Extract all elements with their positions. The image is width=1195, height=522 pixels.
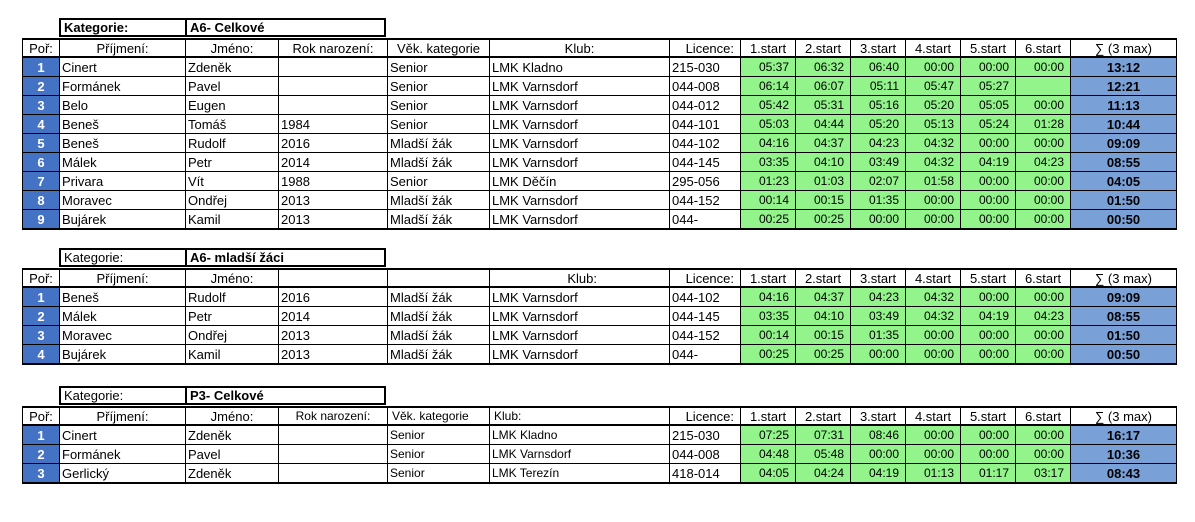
cell-start-3: 04:23	[851, 134, 906, 153]
cell-birth-year: 2016	[279, 134, 388, 153]
cell-start-1: 04:05	[741, 464, 796, 484]
header-row	[23, 407, 1177, 425]
cell-start-6: 00:00	[1016, 134, 1071, 153]
cell-start-4: 00:00	[906, 326, 961, 345]
cell-birth-year	[279, 77, 388, 96]
cell-age-category: Senior	[388, 57, 490, 77]
cell-club: LMK Varnsdorf	[490, 307, 670, 326]
cell-licence: 215-030	[670, 57, 741, 77]
header-start-5: 5.start	[961, 269, 1016, 287]
cell-surname: Formánek	[60, 77, 186, 96]
cell-licence: 044-	[670, 345, 741, 365]
cell-birth-year: 2013	[279, 326, 388, 345]
cell-surname: Cinert	[60, 425, 186, 445]
cell-start-2: 07:31	[796, 425, 851, 445]
cell-age-category: Senior	[388, 425, 490, 445]
cell-start-6: 00:00	[1016, 345, 1071, 365]
category-label: Kategorie:	[61, 250, 187, 265]
cell-start-1: 00:25	[741, 345, 796, 365]
cell-first-name: Petr	[186, 153, 279, 172]
header-surname: Příjmení:	[60, 407, 186, 425]
cell-birth-year	[279, 425, 388, 445]
cell-start-1: 05:03	[741, 115, 796, 134]
cell-start-4: 00:00	[906, 425, 961, 445]
cell-birth-year: 1984	[279, 115, 388, 134]
cell-birth-year: 2014	[279, 153, 388, 172]
cell-start-4: 04:32	[906, 307, 961, 326]
header-club: Klub:	[490, 269, 670, 287]
cell-sum: 04:05	[1071, 172, 1177, 191]
cell-start-3: 00:00	[851, 345, 906, 365]
header-sum: ∑ (3 max)	[1071, 39, 1177, 57]
cell-start-2: 04:37	[796, 287, 851, 307]
cell-start-3: 05:11	[851, 77, 906, 96]
cell-rank: 4	[23, 115, 60, 134]
cell-rank: 3	[23, 464, 60, 484]
cell-surname: Málek	[60, 307, 186, 326]
cell-rank: 6	[23, 153, 60, 172]
results-table	[22, 38, 1177, 230]
cell-start-5: 00:00	[961, 425, 1016, 445]
cell-age-category: Mladší žák	[388, 326, 490, 345]
cell-start-3: 00:00	[851, 210, 906, 230]
cell-club: LMK Varnsdorf	[490, 210, 670, 230]
cell-birth-year	[279, 96, 388, 115]
cell-start-6: 00:00	[1016, 287, 1071, 307]
cell-start-1: 07:25	[741, 425, 796, 445]
header-start-1: 1.start	[741, 39, 796, 57]
category-label: Kategorie:	[61, 388, 187, 403]
cell-start-5: 05:05	[961, 96, 1016, 115]
cell-surname: Moravec	[60, 326, 186, 345]
cell-licence: 044-101	[670, 115, 741, 134]
table-row	[23, 287, 1177, 307]
cell-age-category: Senior	[388, 96, 490, 115]
cell-sum: 16:17	[1071, 425, 1177, 445]
cell-club: LMK Varnsdorf	[490, 287, 670, 307]
cell-sum: 13:12	[1071, 57, 1177, 77]
cell-start-1: 01:23	[741, 172, 796, 191]
cell-age-category: Senior	[388, 445, 490, 464]
cell-start-1: 03:35	[741, 307, 796, 326]
cell-first-name: Pavel	[186, 445, 279, 464]
cell-rank: 9	[23, 210, 60, 230]
cell-birth-year	[279, 57, 388, 77]
cell-licence: 044-152	[670, 191, 741, 210]
cell-start-3: 02:07	[851, 172, 906, 191]
cell-sum: 09:09	[1071, 287, 1177, 307]
cell-surname: Formánek	[60, 445, 186, 464]
cell-rank: 1	[23, 57, 60, 77]
cell-birth-year: 2013	[279, 191, 388, 210]
cell-surname: Beneš	[60, 287, 186, 307]
cell-licence: 044-008	[670, 445, 741, 464]
cell-first-name: Zdeněk	[186, 464, 279, 484]
cell-club: LMK Varnsdorf	[490, 134, 670, 153]
cell-start-4: 01:58	[906, 172, 961, 191]
header-start-6: 6.start	[1016, 269, 1071, 287]
cell-first-name: Petr	[186, 307, 279, 326]
cell-start-4: 04:32	[906, 287, 961, 307]
cell-start-5: 00:00	[961, 172, 1016, 191]
cell-start-6: 01:28	[1016, 115, 1071, 134]
cell-sum: 10:44	[1071, 115, 1177, 134]
cell-birth-year: 1988	[279, 172, 388, 191]
cell-sum: 00:50	[1071, 210, 1177, 230]
table-row	[23, 210, 1177, 230]
cell-start-1: 03:35	[741, 153, 796, 172]
header-rank: Poř:	[23, 39, 60, 57]
cell-club: LMK Varnsdorf	[490, 115, 670, 134]
header-birth-year	[279, 269, 388, 287]
results-table	[22, 268, 1177, 365]
cell-sum: 08:43	[1071, 464, 1177, 484]
cell-rank: 5	[23, 134, 60, 153]
cell-sum: 12:21	[1071, 77, 1177, 96]
table-row	[23, 96, 1177, 115]
cell-birth-year	[279, 445, 388, 464]
header-start-3: 3.start	[851, 39, 906, 57]
cell-start-2: 06:07	[796, 77, 851, 96]
cell-start-2: 04:10	[796, 153, 851, 172]
cell-rank: 2	[23, 77, 60, 96]
cell-first-name: Kamil	[186, 345, 279, 365]
cell-start-4: 04:32	[906, 153, 961, 172]
cell-start-6: 00:00	[1016, 425, 1071, 445]
header-start-3: 3.start	[851, 407, 906, 425]
cell-start-5: 00:00	[961, 191, 1016, 210]
category-header	[59, 386, 386, 405]
cell-start-5: 04:19	[961, 307, 1016, 326]
cell-club: LMK Varnsdorf	[490, 191, 670, 210]
category-header	[59, 248, 386, 267]
cell-age-category: Senior	[388, 464, 490, 484]
cell-surname: Málek	[60, 153, 186, 172]
header-first-name: Jméno:	[186, 269, 279, 287]
cell-start-4: 00:00	[906, 445, 961, 464]
cell-birth-year: 2013	[279, 210, 388, 230]
category-value: A6- Celkové	[190, 20, 265, 35]
header-surname: Příjmení:	[60, 269, 186, 287]
cell-start-2: 00:15	[796, 326, 851, 345]
cell-start-3: 03:49	[851, 153, 906, 172]
cell-start-2: 04:37	[796, 134, 851, 153]
cell-club: LMK Varnsdorf	[490, 445, 670, 464]
header-start-5: 5.start	[961, 407, 1016, 425]
cell-surname: Gerlický	[60, 464, 186, 484]
cell-start-3: 04:19	[851, 464, 906, 484]
cell-first-name: Zdeněk	[186, 425, 279, 445]
cell-first-name: Pavel	[186, 77, 279, 96]
cell-club: LMK Varnsdorf	[490, 96, 670, 115]
cell-first-name: Vít	[186, 172, 279, 191]
cell-club: LMK Varnsdorf	[490, 77, 670, 96]
cell-start-6: 00:00	[1016, 210, 1071, 230]
header-rank: Poř:	[23, 269, 60, 287]
cell-rank: 8	[23, 191, 60, 210]
table-row	[23, 345, 1177, 365]
cell-start-3: 05:16	[851, 96, 906, 115]
cell-start-4: 00:00	[906, 57, 961, 77]
cell-start-6: 04:23	[1016, 307, 1071, 326]
header-start-4: 4.start	[906, 269, 961, 287]
header-licence: Licence:	[670, 269, 741, 287]
cell-start-5: 00:00	[961, 345, 1016, 365]
cell-age-category: Mladší žák	[388, 153, 490, 172]
cell-rank: 4	[23, 345, 60, 365]
header-licence: Licence:	[670, 407, 741, 425]
cell-licence: 295-056	[670, 172, 741, 191]
cell-birth-year: 2016	[279, 287, 388, 307]
cell-birth-year: 2013	[279, 345, 388, 365]
table-row	[23, 307, 1177, 326]
table-row	[23, 172, 1177, 191]
header-start-4: 4.start	[906, 39, 961, 57]
header-start-4: 4.start	[906, 407, 961, 425]
cell-start-1: 06:14	[741, 77, 796, 96]
cell-start-6: 00:00	[1016, 96, 1071, 115]
table-row	[23, 134, 1177, 153]
cell-start-2: 04:10	[796, 307, 851, 326]
cell-first-name: Eugen	[186, 96, 279, 115]
table-row	[23, 115, 1177, 134]
cell-rank: 3	[23, 96, 60, 115]
cell-sum: 11:13	[1071, 96, 1177, 115]
cell-start-2: 04:44	[796, 115, 851, 134]
cell-sum: 10:36	[1071, 445, 1177, 464]
cell-surname: Belo	[60, 96, 186, 115]
header-start-2: 2.start	[796, 269, 851, 287]
cell-start-5: 05:27	[961, 77, 1016, 96]
cell-rank: 2	[23, 307, 60, 326]
cell-age-category: Mladší žák	[388, 134, 490, 153]
cell-start-3: 08:46	[851, 425, 906, 445]
cell-start-6: 00:00	[1016, 172, 1071, 191]
table-row	[23, 464, 1177, 484]
cell-start-4: 00:00	[906, 345, 961, 365]
cell-start-3: 01:35	[851, 191, 906, 210]
cell-surname: Bujárek	[60, 345, 186, 365]
cell-start-5: 00:00	[961, 134, 1016, 153]
cell-first-name: Rudolf	[186, 134, 279, 153]
cell-start-3: 06:40	[851, 57, 906, 77]
header-first-name: Jméno:	[186, 407, 279, 425]
header-surname: Příjmení:	[60, 39, 186, 57]
cell-surname: Moravec	[60, 191, 186, 210]
table-row	[23, 326, 1177, 345]
cell-club: LMK Varnsdorf	[490, 153, 670, 172]
cell-club: LMK Kladno	[490, 57, 670, 77]
cell-age-category: Mladší žák	[388, 210, 490, 230]
cell-start-4: 00:00	[906, 210, 961, 230]
cell-age-category: Mladší žák	[388, 287, 490, 307]
cell-start-1: 04:48	[741, 445, 796, 464]
table-row	[23, 77, 1177, 96]
category-value: P3- Celkové	[190, 388, 264, 403]
cell-licence: 044-008	[670, 77, 741, 96]
header-rank: Poř:	[23, 407, 60, 425]
cell-age-category: Mladší žák	[388, 307, 490, 326]
cell-start-5: 00:00	[961, 57, 1016, 77]
cell-start-1: 00:14	[741, 326, 796, 345]
table-row	[23, 153, 1177, 172]
cell-sum: 09:09	[1071, 134, 1177, 153]
cell-surname: Cinert	[60, 57, 186, 77]
cell-surname: Bujárek	[60, 210, 186, 230]
cell-sum: 01:50	[1071, 326, 1177, 345]
cell-start-1: 00:14	[741, 191, 796, 210]
cell-start-5: 00:00	[961, 445, 1016, 464]
header-row	[23, 269, 1177, 287]
header-age-category: Věk. kategorie	[388, 39, 490, 57]
cell-surname: Beneš	[60, 134, 186, 153]
cell-age-category: Senior	[388, 172, 490, 191]
cell-start-4: 05:13	[906, 115, 961, 134]
cell-start-5: 05:24	[961, 115, 1016, 134]
cell-start-3: 00:00	[851, 445, 906, 464]
header-licence: Licence:	[670, 39, 741, 57]
cell-sum: 08:55	[1071, 307, 1177, 326]
cell-club: LMK Děčín	[490, 172, 670, 191]
cell-start-6	[1016, 77, 1071, 96]
cell-club: LMK Kladno	[490, 425, 670, 445]
cell-first-name: Ondřej	[186, 326, 279, 345]
category-label: Kategorie:	[61, 20, 187, 35]
header-start-1: 1.start	[741, 269, 796, 287]
cell-rank: 1	[23, 287, 60, 307]
cell-rank: 7	[23, 172, 60, 191]
cell-start-6: 00:00	[1016, 326, 1071, 345]
cell-licence: 044-	[670, 210, 741, 230]
cell-start-2: 00:25	[796, 345, 851, 365]
cell-start-5: 00:00	[961, 326, 1016, 345]
cell-licence: 044-145	[670, 307, 741, 326]
cell-rank: 2	[23, 445, 60, 464]
table-row	[23, 191, 1177, 210]
cell-sum: 01:50	[1071, 191, 1177, 210]
cell-start-3: 04:23	[851, 287, 906, 307]
cell-start-3: 03:49	[851, 307, 906, 326]
cell-sum: 08:55	[1071, 153, 1177, 172]
cell-start-1: 00:25	[741, 210, 796, 230]
table-row	[23, 425, 1177, 445]
cell-start-2: 00:25	[796, 210, 851, 230]
header-sum: ∑ (3 max)	[1071, 269, 1177, 287]
cell-start-2: 00:15	[796, 191, 851, 210]
cell-start-6: 03:17	[1016, 464, 1071, 484]
header-start-1: 1.start	[741, 407, 796, 425]
cell-licence: 044-152	[670, 326, 741, 345]
cell-start-1: 05:37	[741, 57, 796, 77]
cell-sum: 00:50	[1071, 345, 1177, 365]
header-club: Klub:	[490, 407, 670, 425]
cell-start-1: 04:16	[741, 287, 796, 307]
cell-first-name: Rudolf	[186, 287, 279, 307]
cell-start-2: 05:48	[796, 445, 851, 464]
header-start-6: 6.start	[1016, 407, 1071, 425]
cell-start-1: 05:42	[741, 96, 796, 115]
cell-age-category: Mladší žák	[388, 191, 490, 210]
header-start-2: 2.start	[796, 39, 851, 57]
header-sum: ∑ (3 max)	[1071, 407, 1177, 425]
cell-start-2: 06:32	[796, 57, 851, 77]
header-birth-year: Rok narození:	[279, 407, 388, 425]
cell-club: LMK Varnsdorf	[490, 326, 670, 345]
cell-start-6: 04:23	[1016, 153, 1071, 172]
cell-surname: Privara	[60, 172, 186, 191]
cell-club: LMK Terezín	[490, 464, 670, 484]
cell-start-2: 05:31	[796, 96, 851, 115]
cell-start-2: 01:03	[796, 172, 851, 191]
cell-licence: 044-102	[670, 134, 741, 153]
cell-first-name: Zdeněk	[186, 57, 279, 77]
header-start-6: 6.start	[1016, 39, 1071, 57]
cell-start-4: 00:00	[906, 191, 961, 210]
header-club: Klub:	[490, 39, 670, 57]
header-birth-year: Rok narození:	[279, 39, 388, 57]
cell-start-3: 01:35	[851, 326, 906, 345]
cell-age-category: Mladší žák	[388, 345, 490, 365]
header-first-name: Jméno:	[186, 39, 279, 57]
cell-first-name: Kamil	[186, 210, 279, 230]
cell-start-6: 00:00	[1016, 57, 1071, 77]
cell-start-2: 04:24	[796, 464, 851, 484]
cell-first-name: Tomáš	[186, 115, 279, 134]
category-value: A6- mladší žáci	[190, 250, 284, 265]
cell-surname: Beneš	[60, 115, 186, 134]
header-start-5: 5.start	[961, 39, 1016, 57]
cell-club: LMK Varnsdorf	[490, 345, 670, 365]
header-start-2: 2.start	[796, 407, 851, 425]
cell-start-5: 00:00	[961, 287, 1016, 307]
cell-licence: 044-012	[670, 96, 741, 115]
cell-start-4: 01:13	[906, 464, 961, 484]
cell-start-3: 05:20	[851, 115, 906, 134]
header-age-category: Věk. kategorie	[388, 407, 490, 425]
category-header	[59, 18, 386, 37]
cell-start-5: 01:17	[961, 464, 1016, 484]
cell-licence: 044-102	[670, 287, 741, 307]
cell-age-category: Senior	[388, 77, 490, 96]
cell-age-category: Senior	[388, 115, 490, 134]
cell-start-4: 04:32	[906, 134, 961, 153]
header-age-category	[388, 269, 490, 287]
cell-first-name: Ondřej	[186, 191, 279, 210]
cell-licence: 215-030	[670, 425, 741, 445]
cell-birth-year: 2014	[279, 307, 388, 326]
cell-start-5: 00:00	[961, 210, 1016, 230]
cell-start-6: 00:00	[1016, 191, 1071, 210]
cell-start-4: 05:20	[906, 96, 961, 115]
cell-start-4: 05:47	[906, 77, 961, 96]
cell-start-5: 04:19	[961, 153, 1016, 172]
cell-rank: 1	[23, 425, 60, 445]
cell-rank: 3	[23, 326, 60, 345]
cell-licence: 044-145	[670, 153, 741, 172]
results-table	[22, 406, 1177, 484]
table-row	[23, 445, 1177, 464]
cell-birth-year	[279, 464, 388, 484]
header-row	[23, 39, 1177, 57]
table-row	[23, 57, 1177, 77]
header-start-3: 3.start	[851, 269, 906, 287]
cell-licence: 418-014	[670, 464, 741, 484]
cell-start-1: 04:16	[741, 134, 796, 153]
cell-start-6: 00:00	[1016, 445, 1071, 464]
